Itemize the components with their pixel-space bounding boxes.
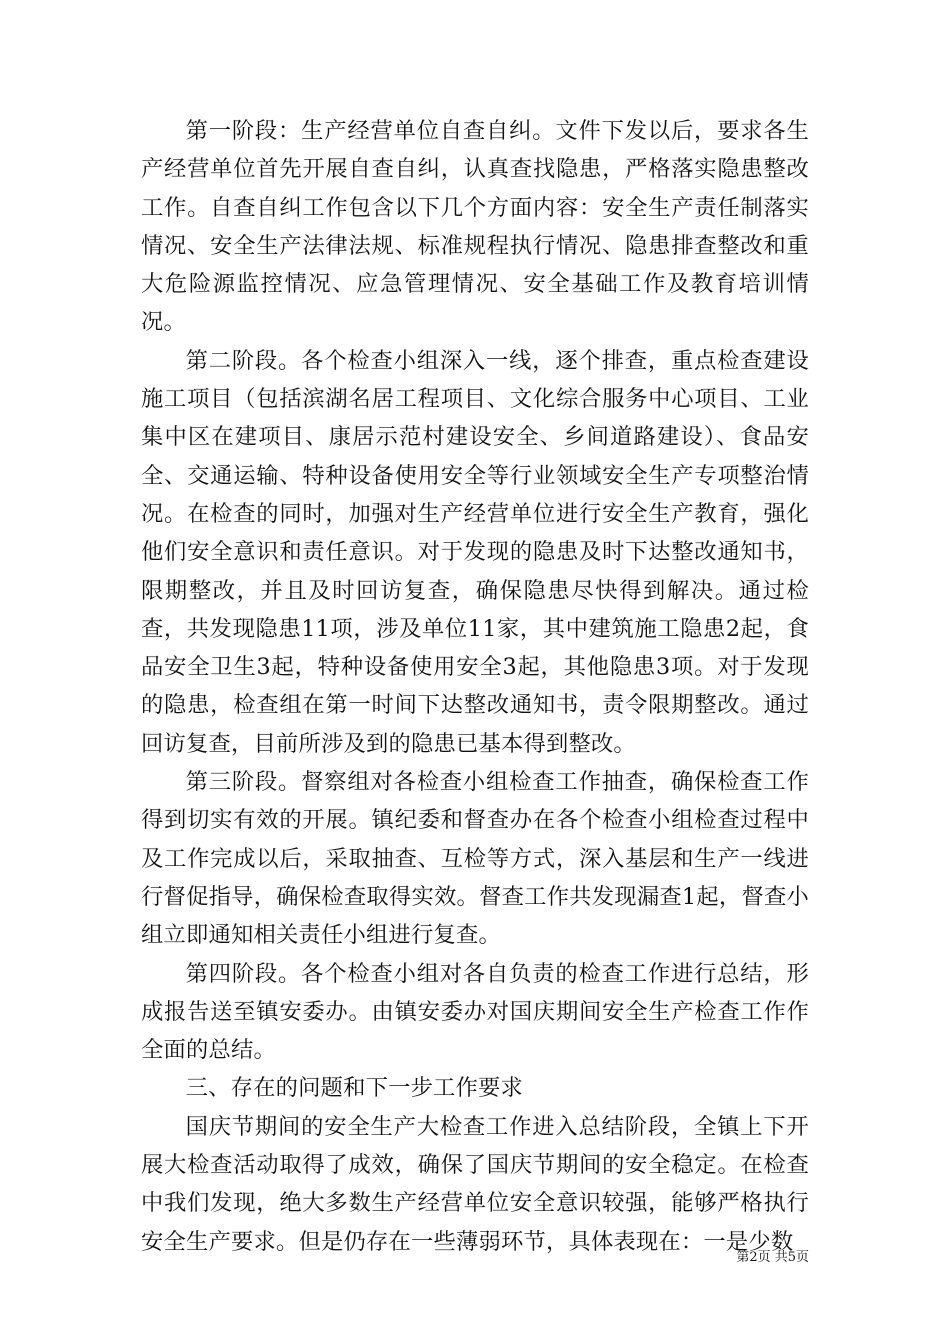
section-heading-problems: 三、存在的问题和下一步工作要求 bbox=[185, 1075, 524, 1102]
paragraph-stage-four: 第四阶段。各个检查小组对各自负责的检查工作进行总结，形成报告送至镇安委办。由镇安委办对国庆期间安全生产检查工作作全面的总结。 bbox=[141, 960, 809, 1064]
paragraph-stage-one: 第一阶段：生产经营单位自查自纠。文件下发以后，要求各生产经营单位首先开展自查自纠，认真查找隐患，严格落实隐患整改工作。自查自纠工作包含以下几个方面内容：安全生产责任制落实情况、安全生产法律法规、标准规程执行情况、隐患排查整改和重大危险源监控情况、应急管理情况、安全基础工作及教育培训情况。 bbox=[141, 118, 809, 336]
paragraph-stage-three: 第三阶段。督察组对各检查小组检查工作抽查，确保检查工作得到切实有效的开展。镇纪委和督查办在各个检查小组检查过程中及工作完成以后，采取抽查、互检等方式，深入基层和生产一线进行督促指导，确保检查取得实效。督查工作共发现漏查1起，督查小组立即通知相关责任小组进行复查。 bbox=[141, 769, 809, 949]
document-body bbox=[141, 112, 809, 1261]
page-number-footer: 第2页 共5页 bbox=[736, 1250, 809, 1265]
paragraph-summary: 国庆节期间的安全生产大检查工作进入总结阶段，全镇上下开展大检查活动取得了成效，确保了国庆节期间的安全稳定。在检查中我们发现，绝大多数生产经营单位安全意识较强，能够严格执行安全生产要求。但是仍存在一些薄弱环节，具体表现在：一是少数 bbox=[141, 1113, 809, 1255]
paragraph-stage-two: 第二阶段。各个检查小组深入一线，逐个排查，重点检查建设施工项目（包括滨湖名居工程项目、文化综合服务中心项目、工业集中区在建项目、康居示范村建设安全、乡间道路建设）、食品安全、交通运输、特种设备使用安全等行业领域安全生产专项整治情况。在检查的同时，加强对生产经营单位进行安全生产教育，强化他们安全意识和责任意识。对于发现的隐患及时下达整改通知书，限期整改，并且及时回访复查，确保隐患尽快得到解决。通过检查，共发现隐患11项，涉及单位11家，其中建筑施工隐患2起，食品安全卫生3起，特种设备使用安全3起，其他隐患3项。对于发现的隐患，检查组在第一时间下达整改通知书，责令限期整改。通过回访复查，目前所涉及到的隐患已基本得到整改。 bbox=[141, 347, 809, 757]
